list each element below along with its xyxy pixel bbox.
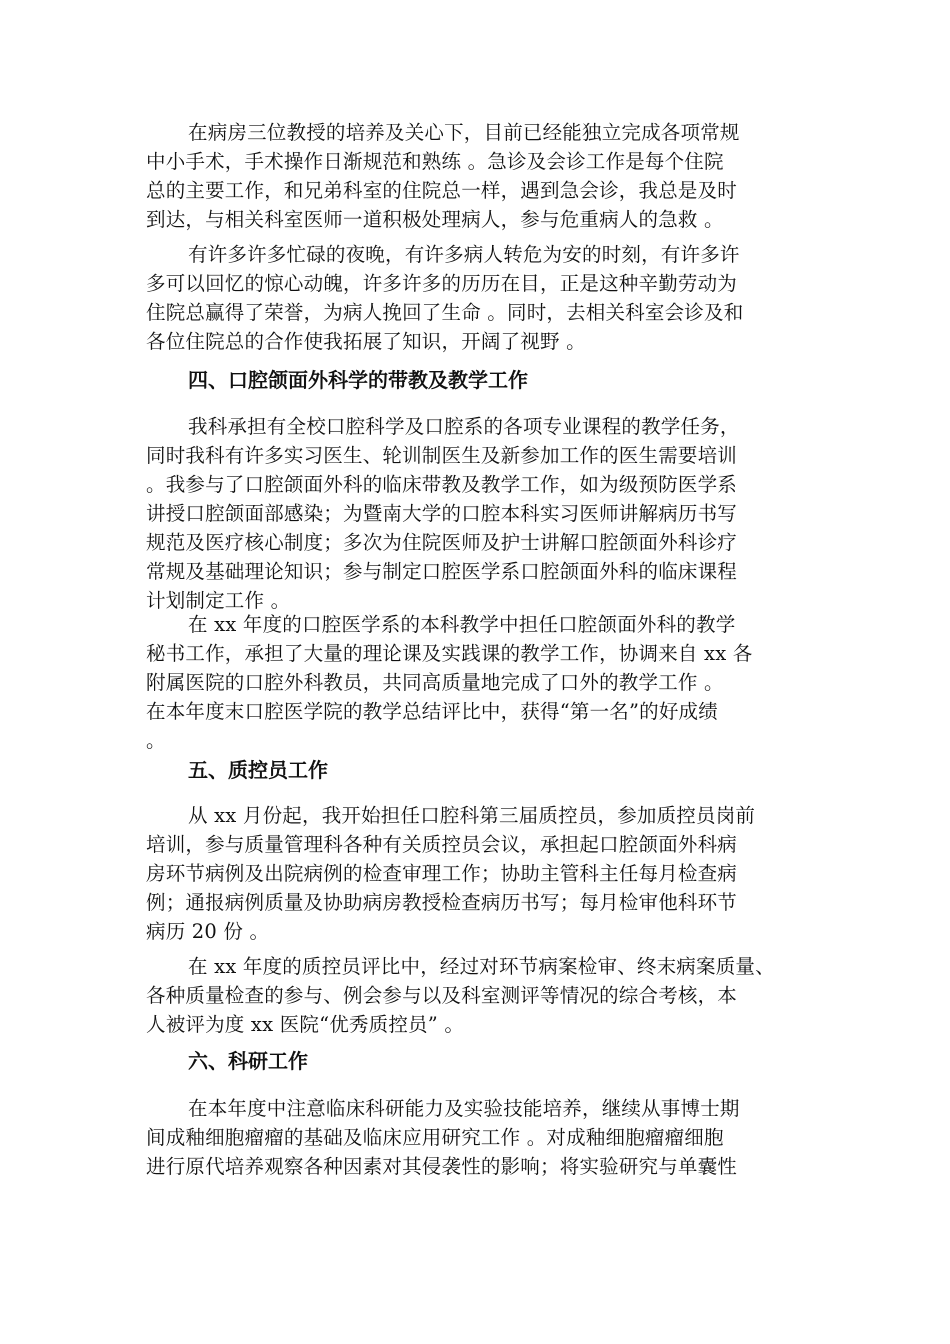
text-line: 。我参与了口腔颌面外科的临床带教及教学工作，如为级预防医学系 xyxy=(146,473,738,496)
text-line: 到达，与相关科室医师一道积极处理病人，参与危重病人的急救 。 xyxy=(146,208,724,231)
text-line: 病历 20 份 。 xyxy=(146,920,270,943)
text-line: 在本年度末口腔医学院的教学总结评比中，获得“第一名”的好成绩 xyxy=(146,700,718,723)
text-line: 我科承担有全校口腔科学及口腔系的各项专业课程的教学任务， xyxy=(188,415,740,438)
text-line: 讲授口腔颌面部感染；为暨南大学的口腔本科实习医师讲解病历书写 xyxy=(146,502,738,525)
text-line: 秘书工作，承担了大量的理论课及实践课的教学工作，协调来自 xx 各 xyxy=(146,642,753,665)
text-line: 。 xyxy=(146,729,166,752)
text-line: 总的主要工作，和兄弟科室的住院总一样，遇到急会诊，我总是及时 xyxy=(146,179,738,202)
paragraph-training xyxy=(146,118,816,234)
text-line: 各位住院总的合作使我拓展了知识，开阔了视野 。 xyxy=(146,330,586,353)
paragraph-qc-award xyxy=(146,952,816,1039)
text-line: 计划制定工作 。 xyxy=(146,589,291,612)
text-line: 有许多许多忙碌的夜晚，有许多病人转危为安的时刻，有许多许 xyxy=(188,243,740,266)
text-line: 多可以回忆的惊心动魄，许多许多的历历在目，正是这种辛勤劳动为 xyxy=(146,272,738,295)
text-line: 在病房三位教授的培养及关心下，目前已经能独立完成各项常规 xyxy=(188,121,740,144)
paragraph-teaching-duties xyxy=(146,412,816,615)
text-line: 进行原代培养观察各种因素对其侵袭性的影响；将实验研究与单囊性 xyxy=(146,1155,738,1178)
section-heading-quality-control: 五、质控员工作 xyxy=(188,758,328,782)
text-line: 中小手术，手术操作日渐规范和熟练 。急诊及会诊工作是每个住院 xyxy=(146,150,724,173)
text-line: 规范及医疗核心制度；多次为住院医师及护士讲解口腔颌面外科诊疗 xyxy=(146,531,738,554)
text-line: 附属医院的口腔外科教员，共同高质量地完成了口外的教学工作 。 xyxy=(146,671,724,694)
text-line: 人被评为度 xx 医院“优秀质控员” 。 xyxy=(146,1013,465,1036)
paragraph-qc-duties xyxy=(146,801,816,946)
text-line: 同时我科有许多实习医生、轮训制医生及新参加工作的医生需要培训 xyxy=(146,444,738,467)
paragraph-teaching-secretary xyxy=(146,610,816,755)
section-heading-research: 六、科研工作 xyxy=(188,1049,308,1073)
paragraph-night-shifts xyxy=(146,240,816,356)
text-line: 房环节病例及出院病例的检查审理工作；协助主管科主任每月检查病 xyxy=(146,862,738,885)
text-line: 住院总赢得了荣誉，为病人挽回了生命 。同时，去相关科室会诊及和 xyxy=(146,301,744,324)
text-line: 培训，参与质量管理科各种有关质控员会议，承担起口腔颌面外科病 xyxy=(146,833,738,856)
text-line: 从 xx 月份起，我开始担任口腔科第三届质控员，参加质控员岗前 xyxy=(188,804,756,827)
section-heading-teaching: 四、口腔颌面外科学的带教及教学工作 xyxy=(188,368,528,392)
text-line: 常规及基础理论知识；参与制定口腔医学系口腔颌面外科的临床课程 xyxy=(146,560,738,583)
text-line: 例；通报病例质量及协助病房教授检查病历书写；每月检审他科环节 xyxy=(146,891,738,914)
text-line: 各种质量检查的参与、例会参与以及科室测评等情况的综合考核，本 xyxy=(146,984,738,1007)
text-line: 在 xx 年度的质控员评比中，经过对环节病案检审、终末病案质量、 xyxy=(188,955,775,978)
text-line: 在本年度中注意临床科研能力及实验技能培养，继续从事博士期 xyxy=(188,1097,740,1120)
text-line: 间成釉细胞瘤瘤的基础及临床应用研究工作 。对成釉细胞瘤瘤细胞 xyxy=(146,1126,724,1149)
paragraph-research xyxy=(146,1094,816,1181)
text-line: 在 xx 年度的口腔医学系的本科教学中担任口腔颌面外科的教学 xyxy=(188,613,736,636)
